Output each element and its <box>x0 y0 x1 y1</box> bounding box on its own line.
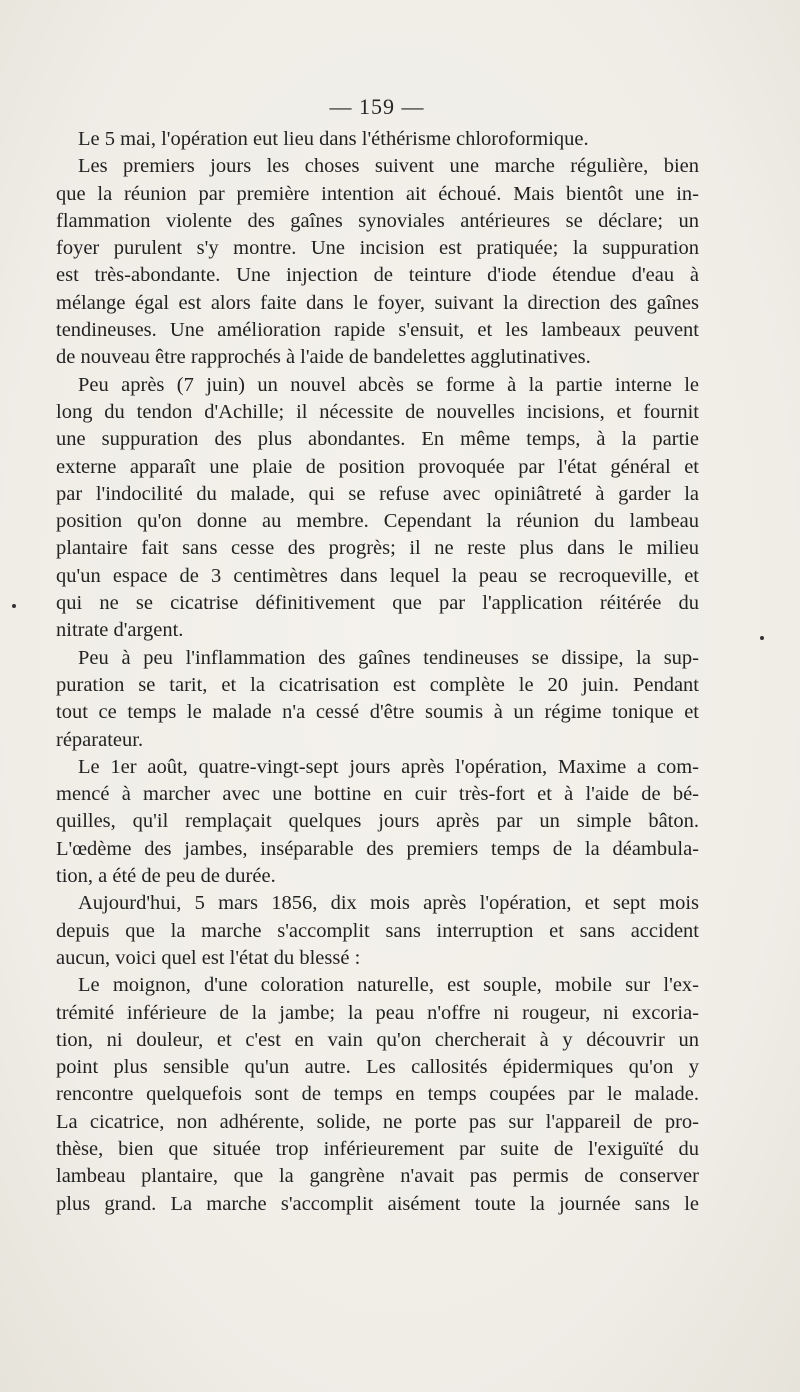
paragraph <box>56 890 699 972</box>
paragraph <box>56 645 699 754</box>
text-line: tion, ni douleur, et c'est en vain qu'on chercherait à y découvrir un <box>56 1028 699 1051</box>
text-line: mélange égal est alors faite dans le foyer, suivant la direction des gaînes <box>56 291 699 314</box>
text-line: foyer purulent s'y montre. Une incision est pratiquée; la suppuration <box>56 237 699 260</box>
text-line: trémité inférieure de la jambe; la peau n'offre ni rougeur, ni excoria- <box>56 1001 699 1024</box>
text-line: aucun, voici quel est l'état du blessé : <box>56 946 361 969</box>
text-line: externe apparaît une plaie de position provoquée par l'état général et <box>56 455 699 478</box>
text-line: depuis que la marche s'accomplit sans interruption et sans accident <box>56 919 699 942</box>
text-line: nitrate d'argent. <box>56 619 184 642</box>
text-line: plus grand. La marche s'accomplit aisément toute la journée sans le <box>56 1192 699 1215</box>
paragraph <box>56 754 699 890</box>
ink-speck <box>760 636 764 640</box>
text-line: réparateur. <box>56 728 144 751</box>
text-line: que la réunion par première intention ait échoué. Mais bientôt une in- <box>56 182 699 205</box>
text-line: quilles, qu'il remplaçait quelques jours après par un simple bâton. <box>56 810 699 833</box>
text-line: Le 5 mai, l'opération eut lieu dans l'éthérisme chloroformique. <box>78 128 589 150</box>
text-line: tout ce temps le malade n'a cessé d'être soumis à un régime tonique et <box>56 701 699 724</box>
text-line: qu'un espace de 3 centimètres dans lequel la peau se recroqueville, et <box>56 564 699 587</box>
text-line: Les premiers jours les choses suivent une marche régulière, bien <box>78 155 699 178</box>
text-line: point plus sensible qu'un autre. Les callosités épidermiques qu'on y <box>56 1056 699 1079</box>
paragraph <box>56 126 699 153</box>
text-line: L'œdème des jambes, inséparable des premiers temps de la déambula- <box>56 837 699 860</box>
text-line: par l'indocilité du malade, qui se refuse avec opiniâtreté à garder la <box>56 482 699 505</box>
text-line: position qu'on donne au membre. Cependant la réunion du lambeau <box>56 510 699 533</box>
text-line: La cicatrice, non adhérente, solide, ne porte pas sur l'appareil de pro- <box>56 1110 699 1133</box>
ink-speck <box>12 604 16 608</box>
text-line: tion, a été de peu de durée. <box>56 865 276 888</box>
text-line: une suppuration des plus abondantes. En même temps, à la partie <box>56 428 699 451</box>
text-line: Le 1er août, quatre-vingt-sept jours après l'opération, Maxime a com- <box>78 755 699 778</box>
page-number: — 159 — <box>329 94 425 119</box>
text-line: lambeau plantaire, que la gangrène n'avait pas permis de conserver <box>56 1165 699 1188</box>
body-text <box>56 126 699 1218</box>
text-line: Peu à peu l'inflammation des gaînes tendineuses se dissipe, la sup- <box>78 646 699 669</box>
text-line: de nouveau être rapprochés à l'aide de bandelettes agglutinatives. <box>56 346 591 369</box>
paragraph <box>56 372 699 645</box>
text-line: thèse, bien que située trop inférieurement par suite de l'exiguïté du <box>56 1137 699 1160</box>
text-line: long du tendon d'Achille; il nécessite de nouvelles incisions, et fournit <box>56 400 699 423</box>
text-line: est très-abondante. Une injection de teinture d'iode étendue d'eau à <box>56 264 699 287</box>
text-line: flammation violente des gaînes synoviales antérieures se déclare; un <box>56 209 699 232</box>
text-line: qui ne se cicatrise définitivement que par l'application réitérée du <box>56 592 699 615</box>
text-line: mencé à marcher avec une bottine en cuir très-fort et à l'aide de bé- <box>56 783 699 806</box>
text-line: Peu après (7 juin) un nouvel abcès se forme à la partie interne le <box>78 373 699 396</box>
paragraph <box>56 972 699 1218</box>
text-line: rencontre quelquefois sont de temps en temps coupées par le malade. <box>56 1083 699 1106</box>
text-line: Aujourd'hui, 5 mars 1856, dix mois après l'opération, et sept mois <box>78 892 699 915</box>
paragraph <box>56 153 699 371</box>
text-line: plantaire fait sans cesse des progrès; il ne reste plus dans le milieu <box>56 537 699 560</box>
text-line: Le moignon, d'une coloration naturelle, est souple, mobile sur l'ex- <box>78 974 699 997</box>
text-line: puration se tarit, et la cicatrisation est complète le 20 juin. Pendant <box>56 673 699 696</box>
text-line: tendineuses. Une amélioration rapide s'ensuit, et les lambeaux peuvent <box>56 319 699 342</box>
